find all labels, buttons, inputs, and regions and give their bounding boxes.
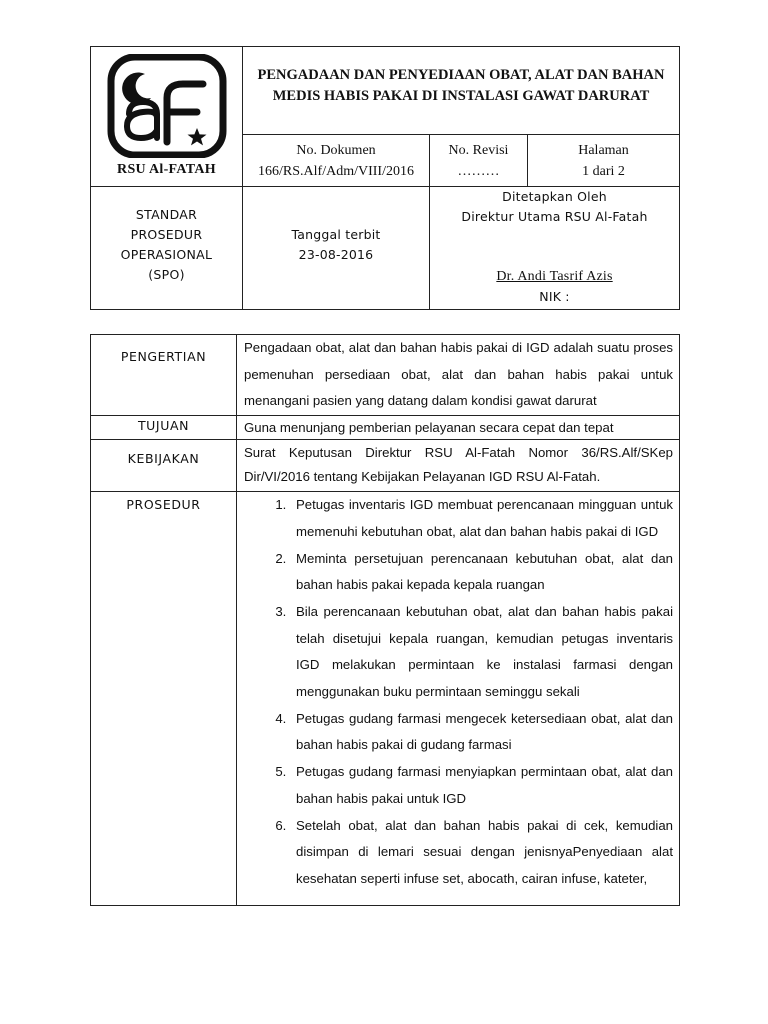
hospital-name: RSU Al-FATAH <box>117 162 216 177</box>
table-row <box>91 416 680 440</box>
page-cell <box>528 135 680 187</box>
list-item: 3. Bila perencanaan kebutuhan obat, alat dan bahan habis pakai telah disetujui kepala ruangan, kemudian petugas inventaris IGD melakukan permintaan ke instalasi farmasi dengan menggunakan buku permintaan seminggu sekali <box>290 599 673 706</box>
approved-label: Ditetapkan Oleh <box>502 189 607 204</box>
tujuan-label: TUJUAN <box>91 416 237 440</box>
document-number-label: No. Dokumen <box>296 143 376 158</box>
kebijakan-text: Surat Keputusan Direktur RSU Al-Fatah Nomor 36/RS.Alf/SKep Dir/VI/2016 tentang Kebijakan Pelayanan IGD RSU Al-Fatah. <box>237 440 680 492</box>
table-row <box>91 492 680 906</box>
list-item: 1. Petugas inventaris IGD membuat perencanaan mingguan untuk memenuhi kebutuhan obat, alat dan bahan habis pakai di IGD <box>290 492 673 545</box>
issue-date-label: Tanggal terbit <box>291 227 381 242</box>
prosedur-content <box>237 492 680 906</box>
revision-value: ……… <box>457 164 500 179</box>
list-item: 6. Setelah obat, alat dan bahan habis pakai di cek, kemudian disimpan di lemari sesuai dengan jenisnyaPenyediaan alat kesehatan seperti infuse set, abocath, cairan infuse, kateter, <box>290 813 673 893</box>
document-number-cell <box>243 135 430 187</box>
prosedur-label: PROSEDUR <box>91 492 237 906</box>
procedure-table <box>90 334 680 906</box>
spo-line: PROSEDUR <box>130 227 203 242</box>
spo-line: (SPO) <box>148 267 185 282</box>
page-label: Halaman <box>578 143 629 158</box>
spo-line: STANDAR <box>135 207 198 222</box>
pengertian-label: PENGERTIAN <box>91 335 237 416</box>
spo-line: OPERASIONAL <box>120 247 213 262</box>
list-item: 4. Petugas gudang farmasi mengecek ketersediaan obat, alat dan bahan habis pakai di gudang farmasi <box>290 706 673 759</box>
signature-space <box>434 227 675 267</box>
document-number-value: 166/RS.Alf/Adm/VIII/2016 <box>258 164 414 179</box>
document-header-table <box>90 46 680 310</box>
tujuan-text: Guna menunjang pemberian pelayanan secara cepat dan tepat <box>237 416 680 440</box>
nik-label: NIK : <box>539 289 570 304</box>
revision-cell <box>430 135 528 187</box>
logo-cell <box>91 47 243 187</box>
pengertian-text: Pengadaan obat, alat dan bahan habis pakai di IGD adalah suatu proses pemenuhan persediaan obat, alat dan bahan habis pakai untuk menangani pasien yang datang dalam kondisi gawat darurat <box>237 335 680 416</box>
signer-name: Dr. Andi Tasrif Azis <box>496 269 613 284</box>
table-row <box>91 335 680 416</box>
list-item: 5. Petugas gudang farmasi menyiapkan permintaan obat, alat dan bahan habis pakai untuk IGD <box>290 759 673 812</box>
document-title: PENGADAAN DAN PENYEDIAAN OBAT, ALAT DAN BAHAN MEDIS HABIS PAKAI DI INSTALASI GAWAT DARURAT <box>243 47 680 135</box>
kebijakan-label: KEBIJAKAN <box>91 440 237 492</box>
revision-label: No. Revisi <box>448 143 509 158</box>
issue-date-cell <box>243 187 430 310</box>
prosedur-list <box>244 492 673 893</box>
issue-date-value: 23-08-2016 <box>298 247 374 262</box>
page-value: 1 dari 2 <box>582 164 625 179</box>
approved-by: Direktur Utama RSU Al-Fatah <box>461 209 648 224</box>
approval-cell <box>430 187 680 310</box>
hospital-logo <box>105 54 229 158</box>
spo-cell <box>91 187 243 310</box>
list-item: 2. Meminta persetujuan perencanaan kebutuhan obat, alat dan bahan habis pakai kepada kepala ruangan <box>290 546 673 599</box>
table-row <box>91 440 680 492</box>
